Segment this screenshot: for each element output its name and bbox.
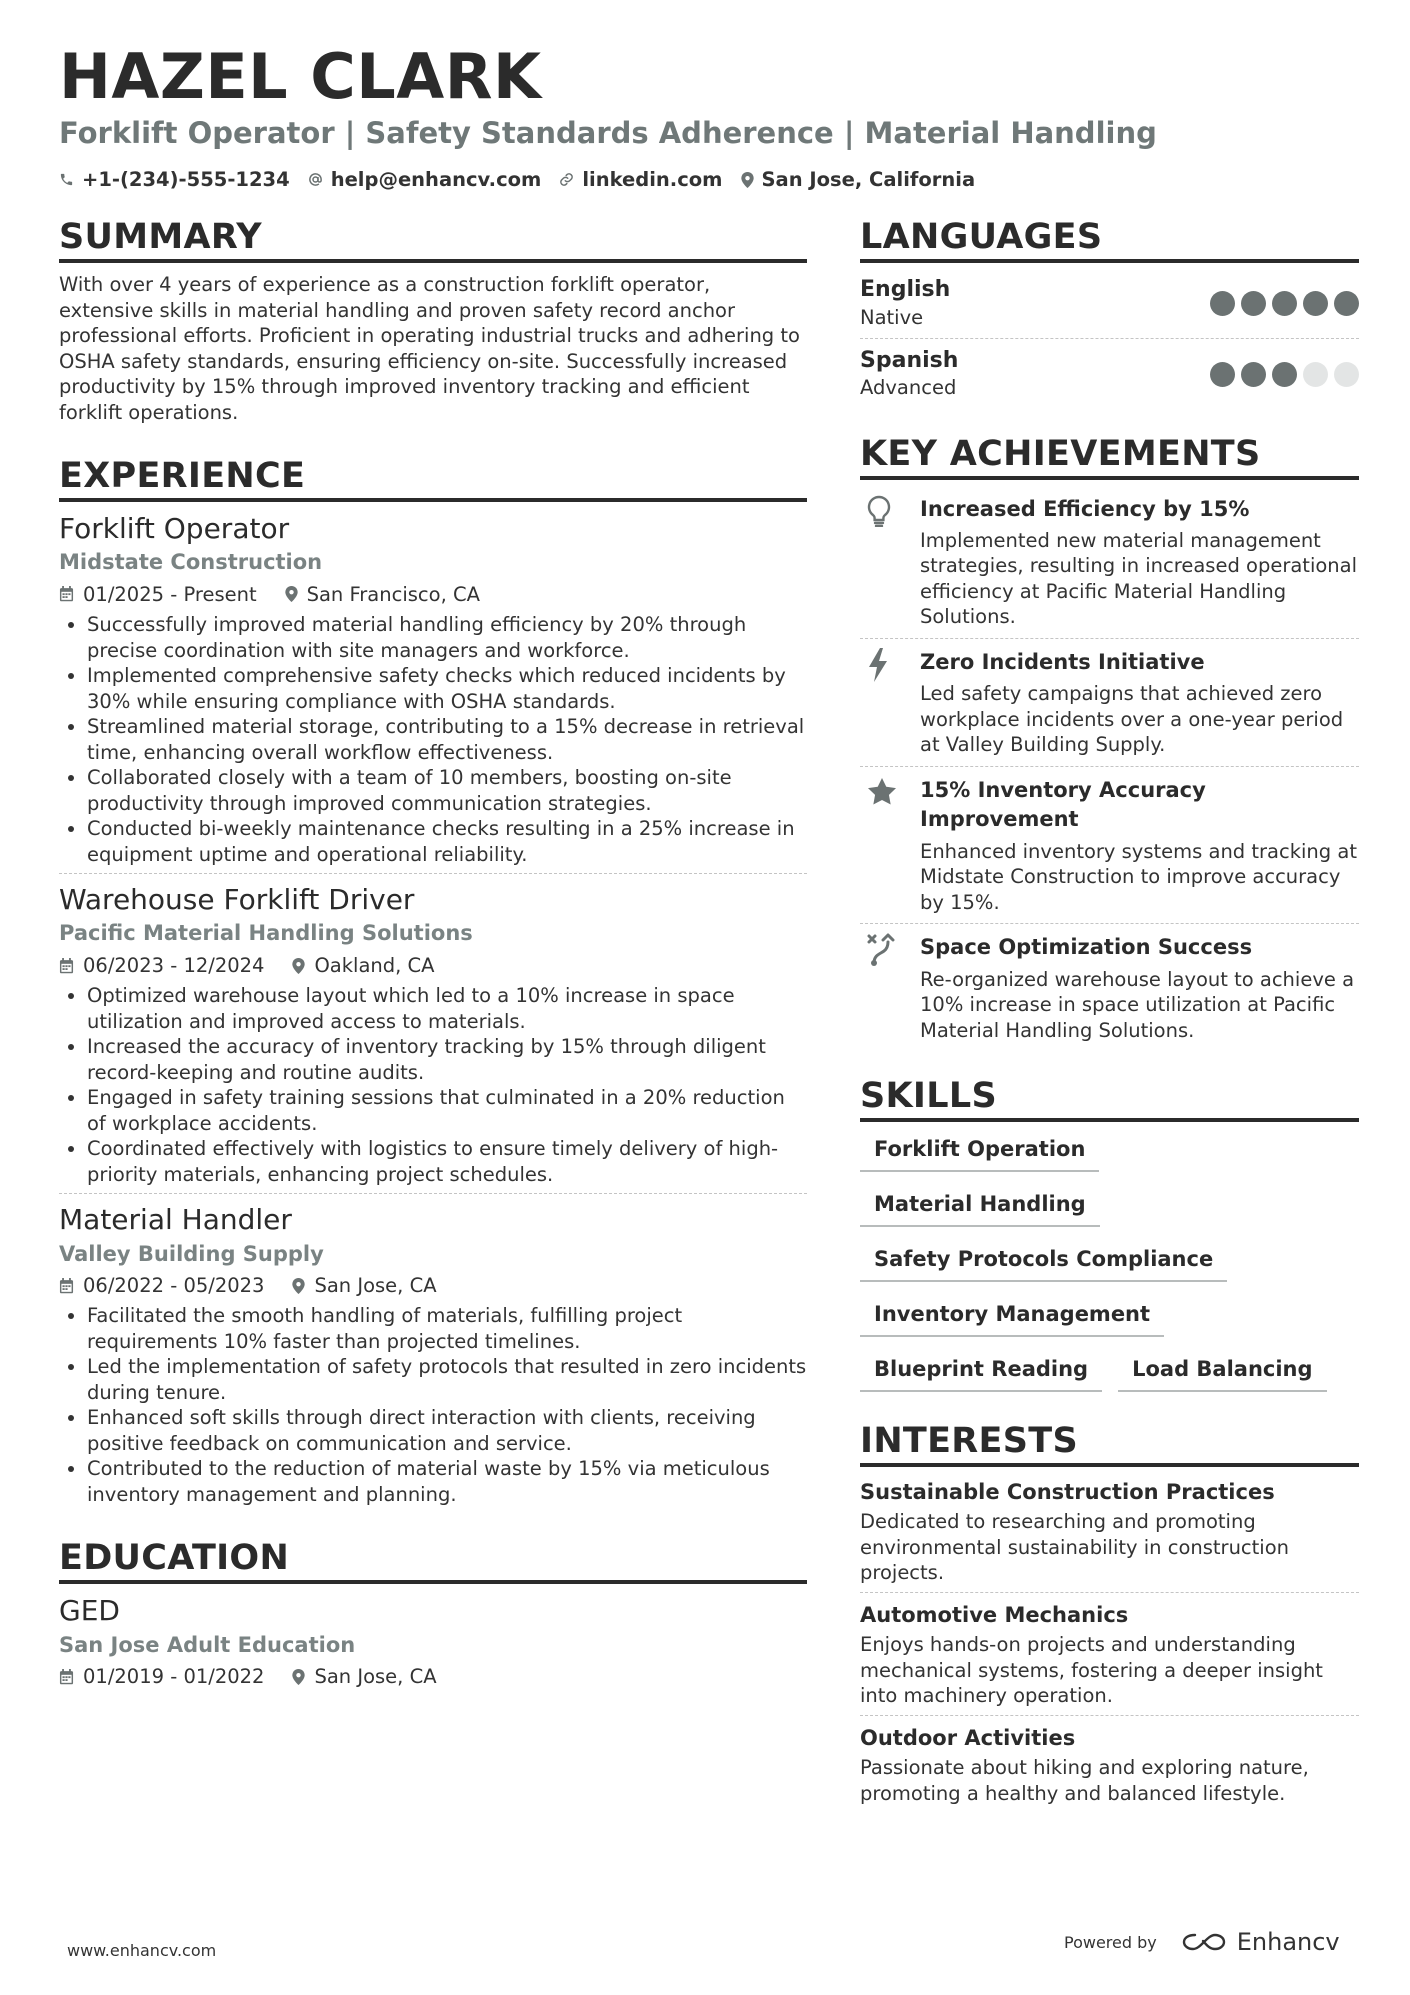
phone-text: +1-(234)-555-1234 bbox=[82, 168, 290, 191]
powered-by-label: Powered by bbox=[1064, 1932, 1157, 1952]
section-heading-languages: LANGUAGES bbox=[860, 216, 1359, 263]
location-pin-icon bbox=[285, 586, 298, 602]
achievement-title: Space Optimization Success bbox=[920, 935, 1253, 960]
achievement-title: 15% Inventory Accuracy Improvement bbox=[920, 777, 1206, 832]
education-dates bbox=[59, 1661, 264, 1692]
job-title: Material Handler bbox=[59, 1203, 292, 1237]
candidate-title: Forklift Operator | Safety Standards Adherence | Material Handling bbox=[59, 116, 1157, 150]
brand-name: Enhancv bbox=[1236, 1928, 1340, 1956]
enhancv-logo-icon bbox=[1181, 1931, 1227, 1953]
star-icon bbox=[866, 776, 898, 808]
rating-dot-filled bbox=[1303, 291, 1328, 316]
languages-section bbox=[860, 216, 1359, 409]
section-heading-summary: SUMMARY bbox=[59, 216, 807, 263]
achievement-text: Led safety campaigns that achieved zero workplace incidents over a one-year period at Valley Building Supply. bbox=[920, 682, 1344, 757]
rating-dot-filled bbox=[1334, 291, 1359, 316]
contact-linkedin[interactable] bbox=[559, 168, 722, 191]
job-location-text: San Jose, CA bbox=[314, 1274, 437, 1298]
section-heading-education: EDUCATION bbox=[59, 1537, 807, 1584]
job-bullets bbox=[59, 612, 807, 867]
interest-text: Passionate about hiking and exploring nature, promoting a healthy and balanced lifestyle. bbox=[860, 1756, 1309, 1805]
summary-text: With over 4 years of experience as a construction forklift operator, extensive skills in material handling and proven safety record anchor professional efforts. Proficient in operating industrial trucks and adhering to OSHA safety standards, ensuring efficiency on-site. Successfully increased productivity by 15% through improved inventory tracking and efficient forklift operations. bbox=[59, 273, 800, 424]
lightbulb-icon bbox=[866, 495, 892, 527]
rating-dot-filled bbox=[1241, 291, 1266, 316]
bullet-item: • Contributed to the reduction of material waste by 15% via meticulous inventory management and planning. bbox=[87, 1456, 807, 1507]
experience-entry bbox=[59, 873, 807, 1193]
job-location bbox=[285, 579, 480, 610]
calendar-icon bbox=[59, 586, 74, 602]
degree-title: GED bbox=[59, 1594, 120, 1628]
skill-tag: Forklift Operation bbox=[860, 1131, 1099, 1172]
bullet-item: • Facilitated the smooth handling of materials, fulfilling project requirements 10% faster than projected timelines. bbox=[87, 1303, 807, 1354]
job-title: Warehouse Forklift Driver bbox=[59, 883, 415, 917]
achievement-item bbox=[860, 638, 1359, 766]
language-item bbox=[860, 338, 1359, 409]
job-bullets bbox=[59, 983, 807, 1187]
skill-tag: Blueprint Reading bbox=[860, 1351, 1102, 1392]
rating-dot-filled bbox=[1210, 362, 1235, 387]
interest-text: Dedicated to researching and promoting environmental sustainability in construction projects. bbox=[860, 1510, 1290, 1585]
bullet-item: • Successfully improved material handling efficiency by 20% through precise coordination with site managers and workforce. bbox=[87, 612, 807, 663]
skills-list bbox=[860, 1131, 1359, 1406]
job-bullets bbox=[59, 1303, 807, 1507]
education-location-text: San Jose, CA bbox=[314, 1665, 437, 1689]
interest-title: Outdoor Activities bbox=[860, 1725, 1076, 1750]
job-dates bbox=[59, 579, 257, 610]
bullet-item: • Implemented comprehensive safety checks which reduced incidents by 30% while ensuring compliance with OSHA standards. bbox=[87, 663, 807, 714]
experience-entry bbox=[59, 511, 807, 873]
achievement-item bbox=[860, 766, 1359, 923]
bullet-item: • Coordinated effectively with logistics to ensure timely delivery of high-priority materials, enhancing project schedules. bbox=[87, 1136, 807, 1187]
job-dates bbox=[59, 1270, 264, 1301]
bullet-item: • Collaborated closely with a team of 10 members, boosting on-site productivity through improved communication strategies. bbox=[87, 765, 807, 816]
job-location-text: San Francisco, CA bbox=[306, 582, 480, 606]
job-location-text: Oakland, CA bbox=[314, 953, 435, 977]
linkedin-text: linkedin.com bbox=[582, 168, 723, 191]
interest-item bbox=[860, 1592, 1359, 1715]
rating-dot-filled bbox=[1241, 362, 1266, 387]
job-meta bbox=[59, 1270, 807, 1301]
location-pin-icon bbox=[292, 1669, 305, 1685]
achievement-item bbox=[860, 923, 1359, 1051]
language-rating bbox=[1204, 362, 1359, 387]
experience-entry bbox=[59, 1193, 807, 1513]
contact-location bbox=[741, 168, 976, 191]
job-dates bbox=[59, 950, 264, 981]
route-icon bbox=[866, 933, 900, 967]
bullet-item: • Optimized warehouse layout which led to a 10% increase in space utilization and improved access to materials. bbox=[87, 983, 807, 1034]
skills-section bbox=[860, 1075, 1359, 1406]
lightning-bolt-icon bbox=[866, 648, 890, 682]
education-location bbox=[292, 1661, 436, 1692]
calendar-icon bbox=[59, 1669, 74, 1685]
bullet-item: • Led the implementation of safety protocols that resulted in zero incidents during tenure. bbox=[87, 1354, 807, 1405]
interests-section bbox=[860, 1420, 1359, 1812]
achievements-section bbox=[860, 433, 1359, 1051]
job-location bbox=[292, 1270, 436, 1301]
interest-text: Enjoys hands-on projects and understanding mechanical systems, fostering a deeper insight into machinery operation. bbox=[860, 1633, 1323, 1708]
contact-email[interactable] bbox=[308, 168, 542, 191]
location-pin-icon bbox=[292, 958, 305, 974]
company-name: Pacific Material Handling Solutions bbox=[59, 921, 473, 946]
language-rating bbox=[1204, 291, 1359, 316]
skill-tag: Material Handling bbox=[860, 1186, 1100, 1227]
language-name: English bbox=[860, 277, 951, 302]
location-pin-icon bbox=[741, 172, 754, 188]
experience-section bbox=[59, 455, 807, 1513]
job-location bbox=[292, 950, 434, 981]
at-sign-icon bbox=[308, 172, 323, 187]
achievement-title: Zero Incidents Initiative bbox=[920, 649, 1205, 674]
skill-tag: Load Balancing bbox=[1118, 1351, 1326, 1392]
school-name: San Jose Adult Education bbox=[59, 1632, 356, 1657]
summary-section bbox=[59, 216, 807, 425]
job-dates-text: 06/2022 - 05/2023 bbox=[83, 1274, 265, 1298]
language-item bbox=[860, 272, 1359, 338]
calendar-icon bbox=[59, 1278, 74, 1294]
contact-phone[interactable] bbox=[59, 168, 290, 191]
skill-tag: Safety Protocols Compliance bbox=[860, 1241, 1227, 1282]
email-text: help@enhancv.com bbox=[330, 168, 542, 191]
achievement-text: Enhanced inventory systems and tracking at Midstate Construction to improve accuracy by 15%. bbox=[920, 839, 1357, 914]
language-level: Advanced bbox=[860, 376, 957, 400]
bullet-item: • Increased the accuracy of inventory tracking by 15% through diligent record-keeping and routine audits. bbox=[87, 1034, 807, 1085]
contact-bar bbox=[59, 168, 993, 191]
rating-dot-empty bbox=[1334, 362, 1359, 387]
calendar-icon bbox=[59, 958, 74, 974]
section-heading-experience: EXPERIENCE bbox=[59, 455, 807, 502]
achievement-item bbox=[860, 489, 1359, 638]
job-meta bbox=[59, 579, 807, 610]
skill-tag: Inventory Management bbox=[860, 1296, 1164, 1337]
bullet-item: • Engaged in safety training sessions that culminated in a 20% reduction of workplace accidents. bbox=[87, 1085, 807, 1136]
language-name: Spanish bbox=[860, 347, 959, 373]
achievement-text: Implemented new material management strategies, resulting in increased operational efficiency at Pacific Material Handling Solutions. bbox=[920, 528, 1358, 629]
bullet-item: • Streamlined material storage, contributing to a 15% decrease in retrieval time, enhancing overall workflow effectiveness. bbox=[87, 714, 807, 765]
candidate-name: HAZEL CLARK bbox=[59, 40, 542, 113]
location-pin-icon bbox=[292, 1278, 305, 1294]
left-column bbox=[59, 216, 807, 1694]
language-level: Native bbox=[860, 305, 924, 329]
job-dates-text: 06/2023 - 12/2024 bbox=[83, 953, 265, 977]
company-name: Valley Building Supply bbox=[59, 1241, 324, 1266]
company-name: Midstate Construction bbox=[59, 550, 323, 575]
phone-icon bbox=[59, 172, 74, 187]
education-section bbox=[59, 1537, 807, 1692]
section-heading-interests: INTERESTS bbox=[860, 1420, 1359, 1467]
location-text: San Jose, California bbox=[761, 168, 976, 191]
interest-title: Automotive Mechanics bbox=[860, 1602, 1129, 1627]
education-meta bbox=[59, 1661, 807, 1692]
job-meta bbox=[59, 950, 807, 981]
rating-dot-filled bbox=[1210, 291, 1235, 316]
job-dates-text: 01/2025 - Present bbox=[83, 582, 257, 606]
link-icon bbox=[559, 172, 574, 187]
section-heading-achievements: KEY ACHIEVEMENTS bbox=[860, 433, 1359, 480]
achievement-text: Re-organized warehouse layout to achieve a 10% increase in space utilization at Pacific Material Handling Solutions. bbox=[920, 967, 1355, 1042]
section-heading-skills: SKILLS bbox=[860, 1075, 1359, 1122]
footer-website[interactable]: www.enhancv.com bbox=[67, 1941, 217, 1960]
job-title: Forklift Operator bbox=[59, 512, 290, 545]
bullet-item: • Enhanced soft skills through direct interaction with clients, receiving positive feedback on communication and service. bbox=[87, 1405, 807, 1456]
footer-branding[interactable] bbox=[1064, 1928, 1340, 1956]
achievement-title: Increased Efficiency by 15% bbox=[920, 496, 1250, 521]
right-column bbox=[860, 216, 1359, 1812]
rating-dot-filled bbox=[1272, 291, 1297, 316]
bullet-item: • Conducted bi-weekly maintenance checks resulting in a 25% increase in equipment uptime and operational reliability. bbox=[87, 816, 807, 867]
rating-dot-filled bbox=[1272, 362, 1297, 387]
interest-title: Sustainable Construction Practices bbox=[860, 1480, 1275, 1505]
interest-item bbox=[860, 1715, 1359, 1812]
rating-dot-empty bbox=[1303, 362, 1328, 387]
interest-item bbox=[860, 1476, 1359, 1592]
education-dates-text: 01/2019 - 01/2022 bbox=[83, 1665, 265, 1689]
